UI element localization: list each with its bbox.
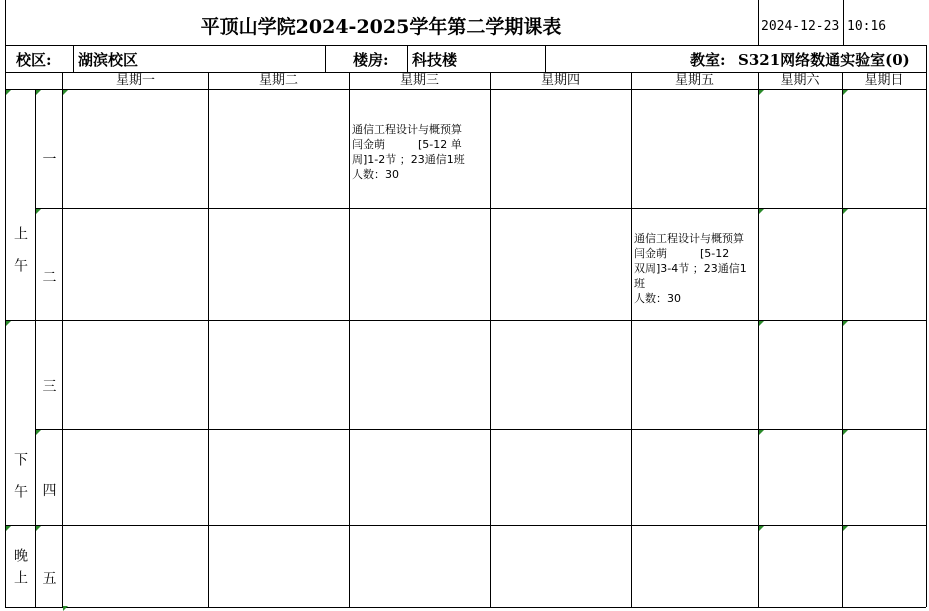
course-cell-fri-2[interactable] xyxy=(631,229,758,308)
course-line: 人数：30 xyxy=(634,292,681,305)
period-2: 二 xyxy=(42,270,57,286)
course-line: 双周]3-4节 ；23通信1 xyxy=(634,262,747,275)
course-line: 闫金萌 [5-12 单 xyxy=(352,138,462,151)
corner-marker xyxy=(843,526,848,531)
grid-line xyxy=(349,72,350,607)
day-header-thu: 星期四 xyxy=(540,73,580,88)
corner-marker xyxy=(759,430,764,435)
day-header-sat: 星期六 xyxy=(780,73,820,88)
campus-label: 校区: xyxy=(16,51,52,69)
session-evening xyxy=(5,548,35,592)
course-line: 通信工程设计与概预算 xyxy=(352,123,462,136)
grid-line xyxy=(5,72,926,73)
classroom-value: S321网络数通实验室(0) xyxy=(738,51,910,69)
grid-line xyxy=(5,320,926,321)
classroom-label: 教室: xyxy=(690,51,726,69)
corner-marker xyxy=(843,90,848,95)
session-evening-label: 晚上 xyxy=(12,548,28,592)
course-line: 闫金萌 [5-12 xyxy=(634,247,730,260)
corner-marker xyxy=(36,430,41,435)
building-value: 科技楼 xyxy=(412,51,458,69)
day-header-fri: 星期五 xyxy=(674,73,714,88)
day-header-wed: 星期三 xyxy=(399,73,439,88)
corner-marker xyxy=(759,209,764,214)
grid-line xyxy=(545,45,546,72)
grid-line xyxy=(758,0,759,45)
grid-line xyxy=(62,72,63,607)
corner-marker xyxy=(843,321,848,326)
course-line: 通信工程设计与概预算 xyxy=(634,232,744,245)
timetable-title: 平顶山学院2024-2025学年第二学期课表 xyxy=(200,16,562,38)
corner-marker xyxy=(63,90,68,95)
print-time: 10:16 xyxy=(847,19,887,34)
grid-line xyxy=(407,45,408,72)
grid-line xyxy=(36,429,926,430)
corner-marker xyxy=(759,321,764,326)
grid-line xyxy=(631,72,632,607)
day-header-mon: 星期一 xyxy=(115,73,155,88)
campus-value: 湖滨校区 xyxy=(78,51,139,69)
corner-marker xyxy=(63,606,68,611)
corner-marker xyxy=(843,209,848,214)
grid-line xyxy=(325,45,326,72)
period-3: 三 xyxy=(42,379,57,395)
corner-marker xyxy=(6,526,11,531)
corner-marker xyxy=(36,209,41,214)
grid-line xyxy=(5,45,6,607)
grid-line xyxy=(5,89,926,90)
grid-line xyxy=(36,208,926,209)
grid-line xyxy=(73,45,74,72)
corner-marker xyxy=(759,90,764,95)
period-5: 五 xyxy=(42,571,57,587)
grid-line xyxy=(5,0,6,45)
grid-line xyxy=(926,45,927,607)
building-label: 楼房: xyxy=(353,51,389,69)
corner-marker xyxy=(759,526,764,531)
grid-line xyxy=(843,0,844,45)
session-morning xyxy=(5,226,35,290)
day-header-sun: 星期日 xyxy=(864,73,904,88)
course-line: 班 xyxy=(634,277,645,290)
corner-marker xyxy=(6,90,11,95)
corner-marker xyxy=(36,90,41,95)
period-1: 一 xyxy=(42,152,57,168)
grid-line xyxy=(490,72,491,607)
day-header-tue: 星期二 xyxy=(258,73,298,88)
session-morning-label: 上午 xyxy=(12,226,28,290)
grid-line xyxy=(5,525,926,526)
corner-marker xyxy=(843,430,848,435)
session-afternoon xyxy=(5,452,35,516)
course-line: 人数：30 xyxy=(352,168,399,181)
corner-marker xyxy=(6,321,11,326)
period-4: 四 xyxy=(42,483,57,499)
corner-marker xyxy=(36,526,41,531)
grid-line xyxy=(5,607,926,608)
course-line: 周]1-2节 ；23通信1班 xyxy=(352,153,465,166)
print-date: 2024-12-23 xyxy=(761,19,840,34)
grid-line xyxy=(5,45,926,46)
session-afternoon-label: 下午 xyxy=(12,452,28,516)
grid-line xyxy=(208,72,209,607)
course-cell-wed-1[interactable] xyxy=(349,120,490,184)
